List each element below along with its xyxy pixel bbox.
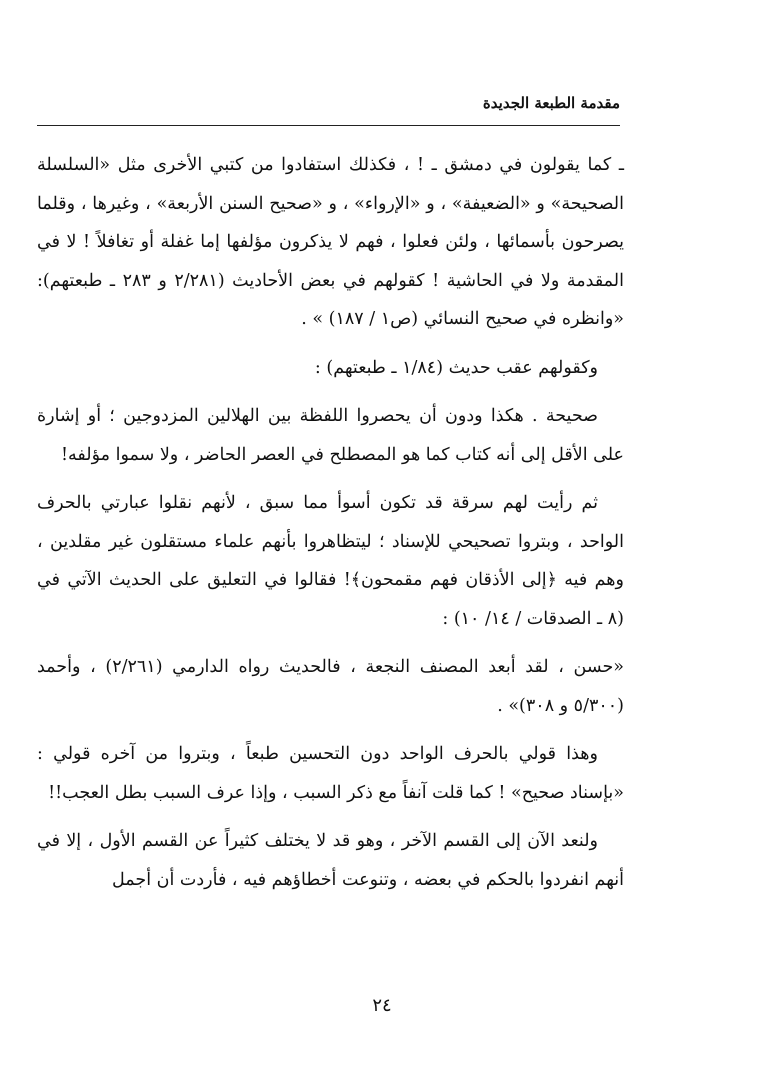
running-header-title: مقدمة الطبعة الجديدة [482, 94, 620, 112]
page-number: ٢٤ [372, 995, 392, 1016]
page-body [37, 146, 624, 909]
header-divider [37, 125, 620, 126]
paragraph-7: ولنعد الآن إلى القسم الآخر ، وهو قد لا يختلف كثيراً عن القسم الأول ، إلا في أنهم انفردوا بالحكم في بعضه ، وتنوعت أخطاؤهم فيه ، فأردت أن أجمل [37, 831, 624, 890]
paragraph-3: صحيحة . هكذا ودون أن يحصروا اللفظة بين الهلالين المزدوجين ؛ أو إشارة على الأقل إلى أنه كتاب كما هو المصطلح في العصر الحاضر ، ولا سموا مؤلفه! [37, 406, 624, 465]
paragraph-6: وهذا قولي بالحرف الواحد دون التحسين طبعاً ، وبتروا من آخره قولي : «بإسناد صحيح» ! كما قلت آنفاً مع ذكر السبب ، وإذا عرف السبب بطل العجب!! [37, 744, 624, 803]
paragraph-4: ثم رأيت لهم سرقة قد تكون أسوأ مما سبق ، لأنهم نقلوا عبارتي بالحرف الواحد ، وبتروا تصحيحي للإسناد ؛ ليتظاهروا بأنهم علماء مستقلون غير مقلدين ، وهم فيه ﴿إلى الأذقان فهم مقمحون﴾! فقالوا في التعليق على الحديث الآتي في (٨ ـ الصدقات / ١٤/ ١٠) : [37, 493, 624, 629]
paragraph-2: وكقولهم عقب حديث (١/٨٤ ـ طبعتهم) : [314, 357, 598, 378]
paragraph-5-quote: «حسن ، لقد أبعد المصنف النجعة ، فالحديث رواه الدارمي (٢/٢٦١) ، وأحمد (٥/٣٠٠ و ٣٠٨)» . [37, 657, 624, 716]
paragraph-1: ـ كما يقولون في دمشق ـ ! ، فكذلك استفادوا من كتبي الأخرى مثل «السلسلة الصحيحة» و «الضعيفة» ، و «الإرواء» ، و «صحيح السنن الأربعة» ، وغيرها ، وقلما يصرحون بأسمائها ، ولئن فعلوا ، فهم لا يذكرون مؤلفها إما غفلة أو تغافلاً ! لا في المقدمة ولا في الحاشية ! كقولهم في بعض الأحاديث (٢/٢٨١ و ٢٨٣ ـ طبعتهم): «وانظره في صحيح النسائي (ص١ / ١٨٧) » . [37, 155, 624, 329]
